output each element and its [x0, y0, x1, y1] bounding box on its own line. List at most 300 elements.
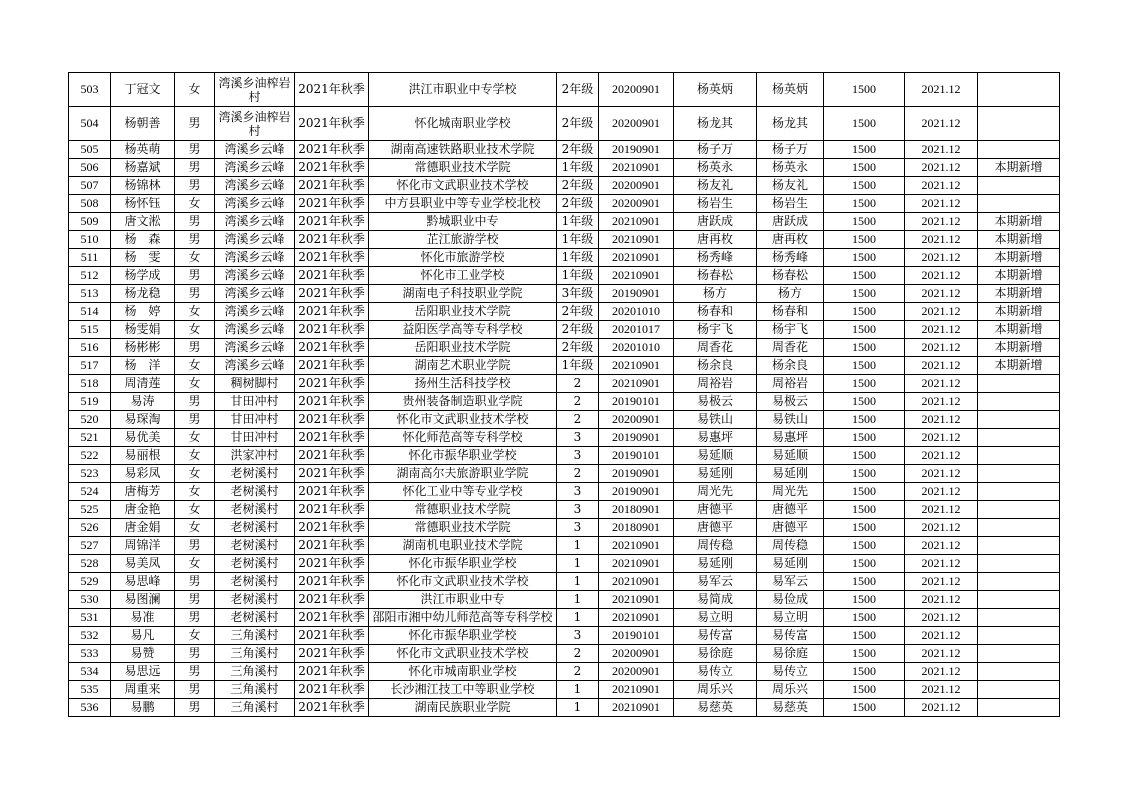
row-number-cell: 525 — [69, 501, 111, 519]
row-number-cell: 511 — [69, 249, 111, 267]
grade-cell: 2年级 — [557, 339, 599, 357]
enrollment-date-cell: 20201010 — [599, 303, 674, 321]
remark-cell — [978, 73, 1060, 107]
student-name-cell: 杨学成 — [111, 267, 175, 285]
account-holder-cell: 杨岩生 — [757, 195, 824, 213]
gender-cell: 男 — [175, 681, 215, 699]
gender-cell: 女 — [175, 375, 215, 393]
payment-date-cell: 2021.12 — [905, 591, 978, 609]
grade-cell: 1年级 — [557, 213, 599, 231]
payment-date-cell: 2021.12 — [905, 285, 978, 303]
payment-date-cell: 2021.12 — [905, 339, 978, 357]
school-cell: 湖南艺术职业学院 — [369, 357, 557, 375]
village-cell: 湾溪乡云峰 — [215, 213, 295, 231]
semester-cell: 2021年秋季 — [295, 321, 369, 339]
payment-date-cell: 2021.12 — [905, 609, 978, 627]
payment-date-cell: 2021.12 — [905, 231, 978, 249]
enrollment-date-cell: 20210901 — [599, 267, 674, 285]
grade-cell: 1 — [557, 591, 599, 609]
row-number-cell: 524 — [69, 483, 111, 501]
remark-cell — [978, 465, 1060, 483]
remark-cell — [978, 699, 1060, 717]
account-holder-cell: 杨余良 — [757, 357, 824, 375]
grade-cell: 2年级 — [557, 321, 599, 339]
village-cell: 湾溪乡油榨岩村 — [215, 73, 295, 107]
gender-cell: 男 — [175, 393, 215, 411]
school-cell: 常德职业技术学院 — [369, 501, 557, 519]
row-number-cell: 518 — [69, 375, 111, 393]
payment-date-cell: 2021.12 — [905, 303, 978, 321]
village-cell: 洪家冲村 — [215, 447, 295, 465]
guardian-name-cell: 易传立 — [674, 663, 757, 681]
semester-cell: 2021年秋季 — [295, 627, 369, 645]
account-holder-cell: 易极云 — [757, 393, 824, 411]
gender-cell: 男 — [175, 231, 215, 249]
table-row — [69, 519, 1060, 537]
grade-cell: 2年级 — [557, 73, 599, 107]
remark-cell — [978, 141, 1060, 159]
semester-cell: 2021年秋季 — [295, 699, 369, 717]
village-cell: 湾溪乡云峰 — [215, 141, 295, 159]
amount-cell: 1500 — [824, 465, 905, 483]
table-row — [69, 141, 1060, 159]
amount-cell: 1500 — [824, 483, 905, 501]
amount-cell: 1500 — [824, 393, 905, 411]
guardian-name-cell: 杨岩生 — [674, 195, 757, 213]
student-name-cell: 杨英萌 — [111, 141, 175, 159]
account-holder-cell: 杨秀峰 — [757, 249, 824, 267]
amount-cell: 1500 — [824, 609, 905, 627]
gender-cell: 女 — [175, 195, 215, 213]
village-cell: 三角溪村 — [215, 699, 295, 717]
row-number-cell: 513 — [69, 285, 111, 303]
enrollment-date-cell: 20200901 — [599, 107, 674, 141]
enrollment-date-cell: 20200901 — [599, 177, 674, 195]
semester-cell: 2021年秋季 — [295, 195, 369, 213]
grade-cell: 1年级 — [557, 357, 599, 375]
row-number-cell: 510 — [69, 231, 111, 249]
school-cell: 邵阳市湘中幼儿师范高等专科学校 — [369, 609, 557, 627]
account-holder-cell: 杨春松 — [757, 267, 824, 285]
amount-cell: 1500 — [824, 645, 905, 663]
account-holder-cell: 易俭成 — [757, 591, 824, 609]
amount-cell: 1500 — [824, 285, 905, 303]
row-number-cell: 521 — [69, 429, 111, 447]
guardian-name-cell: 杨龙其 — [674, 107, 757, 141]
remark-cell — [978, 429, 1060, 447]
amount-cell: 1500 — [824, 519, 905, 537]
enrollment-date-cell: 20210901 — [599, 555, 674, 573]
school-cell: 常德职业技术学院 — [369, 159, 557, 177]
amount-cell: 1500 — [824, 177, 905, 195]
student-name-cell: 杨锦林 — [111, 177, 175, 195]
account-holder-cell: 周传稳 — [757, 537, 824, 555]
school-cell: 怀化市文武职业技术学校 — [369, 645, 557, 663]
table-row — [69, 663, 1060, 681]
payment-date-cell: 2021.12 — [905, 107, 978, 141]
payment-date-cell: 2021.12 — [905, 573, 978, 591]
remark-cell — [978, 573, 1060, 591]
gender-cell: 男 — [175, 213, 215, 231]
student-name-cell: 唐金艳 — [111, 501, 175, 519]
village-cell: 甘田冲村 — [215, 429, 295, 447]
village-cell: 老树溪村 — [215, 519, 295, 537]
semester-cell: 2021年秋季 — [295, 609, 369, 627]
amount-cell: 1500 — [824, 339, 905, 357]
village-cell: 湾溪乡云峰 — [215, 249, 295, 267]
grade-cell: 1年级 — [557, 249, 599, 267]
gender-cell: 女 — [175, 249, 215, 267]
semester-cell: 2021年秋季 — [295, 393, 369, 411]
school-cell: 扬州生活科技学校 — [369, 375, 557, 393]
village-cell: 湾溪乡云峰 — [215, 231, 295, 249]
amount-cell: 1500 — [824, 555, 905, 573]
gender-cell: 女 — [175, 519, 215, 537]
remark-cell — [978, 519, 1060, 537]
row-number-cell: 532 — [69, 627, 111, 645]
remark-cell: 本期新增 — [978, 285, 1060, 303]
gender-cell: 女 — [175, 357, 215, 375]
village-cell: 湾溪乡油榨岩村 — [215, 107, 295, 141]
enrollment-date-cell: 20201010 — [599, 339, 674, 357]
grade-cell: 1 — [557, 573, 599, 591]
grade-cell: 3 — [557, 519, 599, 537]
enrollment-date-cell: 20200901 — [599, 663, 674, 681]
amount-cell: 1500 — [824, 73, 905, 107]
grade-cell: 3 — [557, 447, 599, 465]
table-row — [69, 267, 1060, 285]
guardian-name-cell: 杨余良 — [674, 357, 757, 375]
gender-cell: 男 — [175, 573, 215, 591]
student-name-cell: 杨 婷 — [111, 303, 175, 321]
guardian-name-cell: 易慈英 — [674, 699, 757, 717]
school-cell: 常德职业技术学院 — [369, 519, 557, 537]
remark-cell — [978, 681, 1060, 699]
school-cell: 岳阳职业技术学院 — [369, 303, 557, 321]
table-row — [69, 213, 1060, 231]
account-holder-cell: 杨英永 — [757, 159, 824, 177]
row-number-cell: 515 — [69, 321, 111, 339]
payment-date-cell: 2021.12 — [905, 159, 978, 177]
grade-cell: 1 — [557, 609, 599, 627]
gender-cell: 女 — [175, 303, 215, 321]
enrollment-date-cell: 20210901 — [599, 573, 674, 591]
amount-cell: 1500 — [824, 107, 905, 141]
gender-cell: 男 — [175, 537, 215, 555]
grade-cell: 1 — [557, 681, 599, 699]
remark-cell: 本期新增 — [978, 231, 1060, 249]
remark-cell — [978, 627, 1060, 645]
payment-date-cell: 2021.12 — [905, 177, 978, 195]
account-holder-cell: 易传富 — [757, 627, 824, 645]
row-number-cell: 508 — [69, 195, 111, 213]
table-row — [69, 321, 1060, 339]
grade-cell: 2 — [557, 411, 599, 429]
village-cell: 湾溪乡云峰 — [215, 177, 295, 195]
village-cell: 三角溪村 — [215, 663, 295, 681]
gender-cell: 男 — [175, 285, 215, 303]
gender-cell: 男 — [175, 591, 215, 609]
guardian-name-cell: 唐德平 — [674, 501, 757, 519]
village-cell: 老树溪村 — [215, 609, 295, 627]
grade-cell: 3 — [557, 501, 599, 519]
account-holder-cell: 易传立 — [757, 663, 824, 681]
payment-date-cell: 2021.12 — [905, 519, 978, 537]
row-number-cell: 530 — [69, 591, 111, 609]
semester-cell: 2021年秋季 — [295, 537, 369, 555]
table-row — [69, 249, 1060, 267]
enrollment-date-cell: 20190901 — [599, 465, 674, 483]
grade-cell: 3年级 — [557, 285, 599, 303]
remark-cell — [978, 195, 1060, 213]
gender-cell: 男 — [175, 645, 215, 663]
payment-date-cell: 2021.12 — [905, 213, 978, 231]
village-cell: 三角溪村 — [215, 627, 295, 645]
amount-cell: 1500 — [824, 375, 905, 393]
row-number-cell: 514 — [69, 303, 111, 321]
gender-cell: 男 — [175, 159, 215, 177]
account-holder-cell: 易军云 — [757, 573, 824, 591]
school-cell: 怀化师范高等专科学校 — [369, 429, 557, 447]
remark-cell — [978, 375, 1060, 393]
school-cell: 洪江市职业中专 — [369, 591, 557, 609]
gender-cell: 男 — [175, 107, 215, 141]
semester-cell: 2021年秋季 — [295, 285, 369, 303]
student-name-cell: 易琛淘 — [111, 411, 175, 429]
student-name-cell: 易美凤 — [111, 555, 175, 573]
student-name-cell: 杨雯娟 — [111, 321, 175, 339]
table-row — [69, 573, 1060, 591]
payment-date-cell: 2021.12 — [905, 645, 978, 663]
enrollment-date-cell: 20210901 — [599, 357, 674, 375]
semester-cell: 2021年秋季 — [295, 339, 369, 357]
account-holder-cell: 周乐兴 — [757, 681, 824, 699]
table-row — [69, 411, 1060, 429]
payment-date-cell: 2021.12 — [905, 393, 978, 411]
account-holder-cell: 杨龙其 — [757, 107, 824, 141]
school-cell: 湖南民族职业学院 — [369, 699, 557, 717]
payment-date-cell: 2021.12 — [905, 663, 978, 681]
row-number-cell: 520 — [69, 411, 111, 429]
village-cell: 老树溪村 — [215, 555, 295, 573]
gender-cell: 女 — [175, 627, 215, 645]
grade-cell: 2年级 — [557, 303, 599, 321]
enrollment-date-cell: 20210901 — [599, 681, 674, 699]
guardian-name-cell: 易惠坪 — [674, 429, 757, 447]
guardian-name-cell: 易铁山 — [674, 411, 757, 429]
payment-date-cell: 2021.12 — [905, 681, 978, 699]
gender-cell: 男 — [175, 609, 215, 627]
semester-cell: 2021年秋季 — [295, 177, 369, 195]
student-name-cell: 易准 — [111, 609, 175, 627]
guardian-name-cell: 杨春和 — [674, 303, 757, 321]
semester-cell: 2021年秋季 — [295, 483, 369, 501]
semester-cell: 2021年秋季 — [295, 645, 369, 663]
village-cell: 老树溪村 — [215, 483, 295, 501]
gender-cell: 女 — [175, 555, 215, 573]
enrollment-date-cell: 20190901 — [599, 285, 674, 303]
enrollment-date-cell: 20190101 — [599, 393, 674, 411]
row-number-cell: 523 — [69, 465, 111, 483]
guardian-name-cell: 易军云 — [674, 573, 757, 591]
grade-cell: 2 — [557, 645, 599, 663]
guardian-name-cell: 易徐庭 — [674, 645, 757, 663]
payment-date-cell: 2021.12 — [905, 447, 978, 465]
village-cell: 湾溪乡云峰 — [215, 357, 295, 375]
gender-cell: 女 — [175, 465, 215, 483]
school-cell: 怀化市振华职业学校 — [369, 555, 557, 573]
payment-date-cell: 2021.12 — [905, 411, 978, 429]
village-cell: 老树溪村 — [215, 573, 295, 591]
semester-cell: 2021年秋季 — [295, 447, 369, 465]
school-cell: 怀化市文武职业技术学校 — [369, 411, 557, 429]
table-row — [69, 303, 1060, 321]
village-cell: 湾溪乡云峰 — [215, 159, 295, 177]
grade-cell: 2 — [557, 375, 599, 393]
semester-cell: 2021年秋季 — [295, 591, 369, 609]
student-name-cell: 杨朝善 — [111, 107, 175, 141]
guardian-name-cell: 杨宇飞 — [674, 321, 757, 339]
row-number-cell: 528 — [69, 555, 111, 573]
guardian-name-cell: 周传稳 — [674, 537, 757, 555]
amount-cell: 1500 — [824, 303, 905, 321]
table-row — [69, 375, 1060, 393]
account-holder-cell: 易慈英 — [757, 699, 824, 717]
semester-cell: 2021年秋季 — [295, 429, 369, 447]
payment-date-cell: 2021.12 — [905, 483, 978, 501]
semester-cell: 2021年秋季 — [295, 375, 369, 393]
grade-cell: 1 — [557, 555, 599, 573]
payment-date-cell: 2021.12 — [905, 501, 978, 519]
row-number-cell: 534 — [69, 663, 111, 681]
row-number-cell: 529 — [69, 573, 111, 591]
enrollment-date-cell: 20190901 — [599, 483, 674, 501]
village-cell: 三角溪村 — [215, 645, 295, 663]
enrollment-date-cell: 20180901 — [599, 501, 674, 519]
payment-date-cell: 2021.12 — [905, 73, 978, 107]
account-holder-cell: 易延顺 — [757, 447, 824, 465]
row-number-cell: 522 — [69, 447, 111, 465]
account-holder-cell: 杨宇飞 — [757, 321, 824, 339]
amount-cell: 1500 — [824, 195, 905, 213]
semester-cell: 2021年秋季 — [295, 465, 369, 483]
remark-cell: 本期新增 — [978, 321, 1060, 339]
enrollment-date-cell: 20190101 — [599, 627, 674, 645]
school-cell: 长沙湘江技工中等职业学校 — [369, 681, 557, 699]
remark-cell: 本期新增 — [978, 339, 1060, 357]
student-name-cell: 周重来 — [111, 681, 175, 699]
remark-cell — [978, 537, 1060, 555]
payment-date-cell: 2021.12 — [905, 141, 978, 159]
amount-cell: 1500 — [824, 249, 905, 267]
village-cell: 湾溪乡云峰 — [215, 303, 295, 321]
enrollment-date-cell: 20190901 — [599, 141, 674, 159]
account-holder-cell: 唐跃成 — [757, 213, 824, 231]
remark-cell — [978, 645, 1060, 663]
grade-cell: 2 — [557, 393, 599, 411]
enrollment-date-cell: 20200901 — [599, 195, 674, 213]
table-row — [69, 339, 1060, 357]
amount-cell: 1500 — [824, 267, 905, 285]
row-number-cell: 505 — [69, 141, 111, 159]
account-holder-cell: 杨子万 — [757, 141, 824, 159]
guardian-name-cell: 杨方 — [674, 285, 757, 303]
row-number-cell: 512 — [69, 267, 111, 285]
table-row — [69, 591, 1060, 609]
guardian-name-cell: 易传富 — [674, 627, 757, 645]
guardian-name-cell: 周光先 — [674, 483, 757, 501]
gender-cell: 男 — [175, 339, 215, 357]
table-row — [69, 73, 1060, 107]
student-name-cell: 丁冠文 — [111, 73, 175, 107]
student-name-cell: 易鹏 — [111, 699, 175, 717]
enrollment-date-cell: 20210901 — [599, 159, 674, 177]
row-number-cell: 507 — [69, 177, 111, 195]
semester-cell: 2021年秋季 — [295, 411, 369, 429]
student-name-cell: 易思远 — [111, 663, 175, 681]
semester-cell: 2021年秋季 — [295, 573, 369, 591]
amount-cell: 1500 — [824, 213, 905, 231]
student-name-cell: 易丽根 — [111, 447, 175, 465]
village-cell: 湾溪乡云峰 — [215, 339, 295, 357]
student-name-cell: 杨彬彬 — [111, 339, 175, 357]
enrollment-date-cell: 20210901 — [599, 375, 674, 393]
enrollment-date-cell: 20200901 — [599, 645, 674, 663]
school-cell: 怀化市文武职业技术学校 — [369, 177, 557, 195]
enrollment-date-cell: 20210901 — [599, 591, 674, 609]
village-cell: 老树溪村 — [215, 591, 295, 609]
gender-cell: 女 — [175, 501, 215, 519]
school-cell: 怀化工业中等专业学校 — [369, 483, 557, 501]
grade-cell: 3 — [557, 483, 599, 501]
village-cell: 湾溪乡云峰 — [215, 195, 295, 213]
semester-cell: 2021年秋季 — [295, 555, 369, 573]
school-cell: 黔城职业中专 — [369, 213, 557, 231]
amount-cell: 1500 — [824, 429, 905, 447]
payment-date-cell: 2021.12 — [905, 627, 978, 645]
village-cell: 湾溪乡云峰 — [215, 267, 295, 285]
row-number-cell: 519 — [69, 393, 111, 411]
student-name-cell: 易优美 — [111, 429, 175, 447]
row-number-cell: 509 — [69, 213, 111, 231]
student-name-cell: 易凡 — [111, 627, 175, 645]
remark-cell — [978, 447, 1060, 465]
account-holder-cell: 唐德平 — [757, 519, 824, 537]
semester-cell: 2021年秋季 — [295, 681, 369, 699]
grade-cell: 1年级 — [557, 159, 599, 177]
remark-cell: 本期新增 — [978, 357, 1060, 375]
gender-cell: 女 — [175, 73, 215, 107]
payment-date-cell: 2021.12 — [905, 249, 978, 267]
guardian-name-cell: 易延刚 — [674, 555, 757, 573]
semester-cell: 2021年秋季 — [295, 159, 369, 177]
school-cell: 怀化城南职业学校 — [369, 107, 557, 141]
guardian-name-cell: 易延刚 — [674, 465, 757, 483]
guardian-name-cell: 易立明 — [674, 609, 757, 627]
row-number-cell: 533 — [69, 645, 111, 663]
student-name-cell: 易赞 — [111, 645, 175, 663]
guardian-name-cell: 唐德平 — [674, 519, 757, 537]
payment-date-cell: 2021.12 — [905, 357, 978, 375]
remark-cell — [978, 483, 1060, 501]
payment-date-cell: 2021.12 — [905, 267, 978, 285]
semester-cell: 2021年秋季 — [295, 501, 369, 519]
grade-cell: 1 — [557, 699, 599, 717]
village-cell: 湾溪乡云峰 — [215, 285, 295, 303]
guardian-name-cell: 杨子万 — [674, 141, 757, 159]
table-row — [69, 177, 1060, 195]
semester-cell: 2021年秋季 — [295, 231, 369, 249]
